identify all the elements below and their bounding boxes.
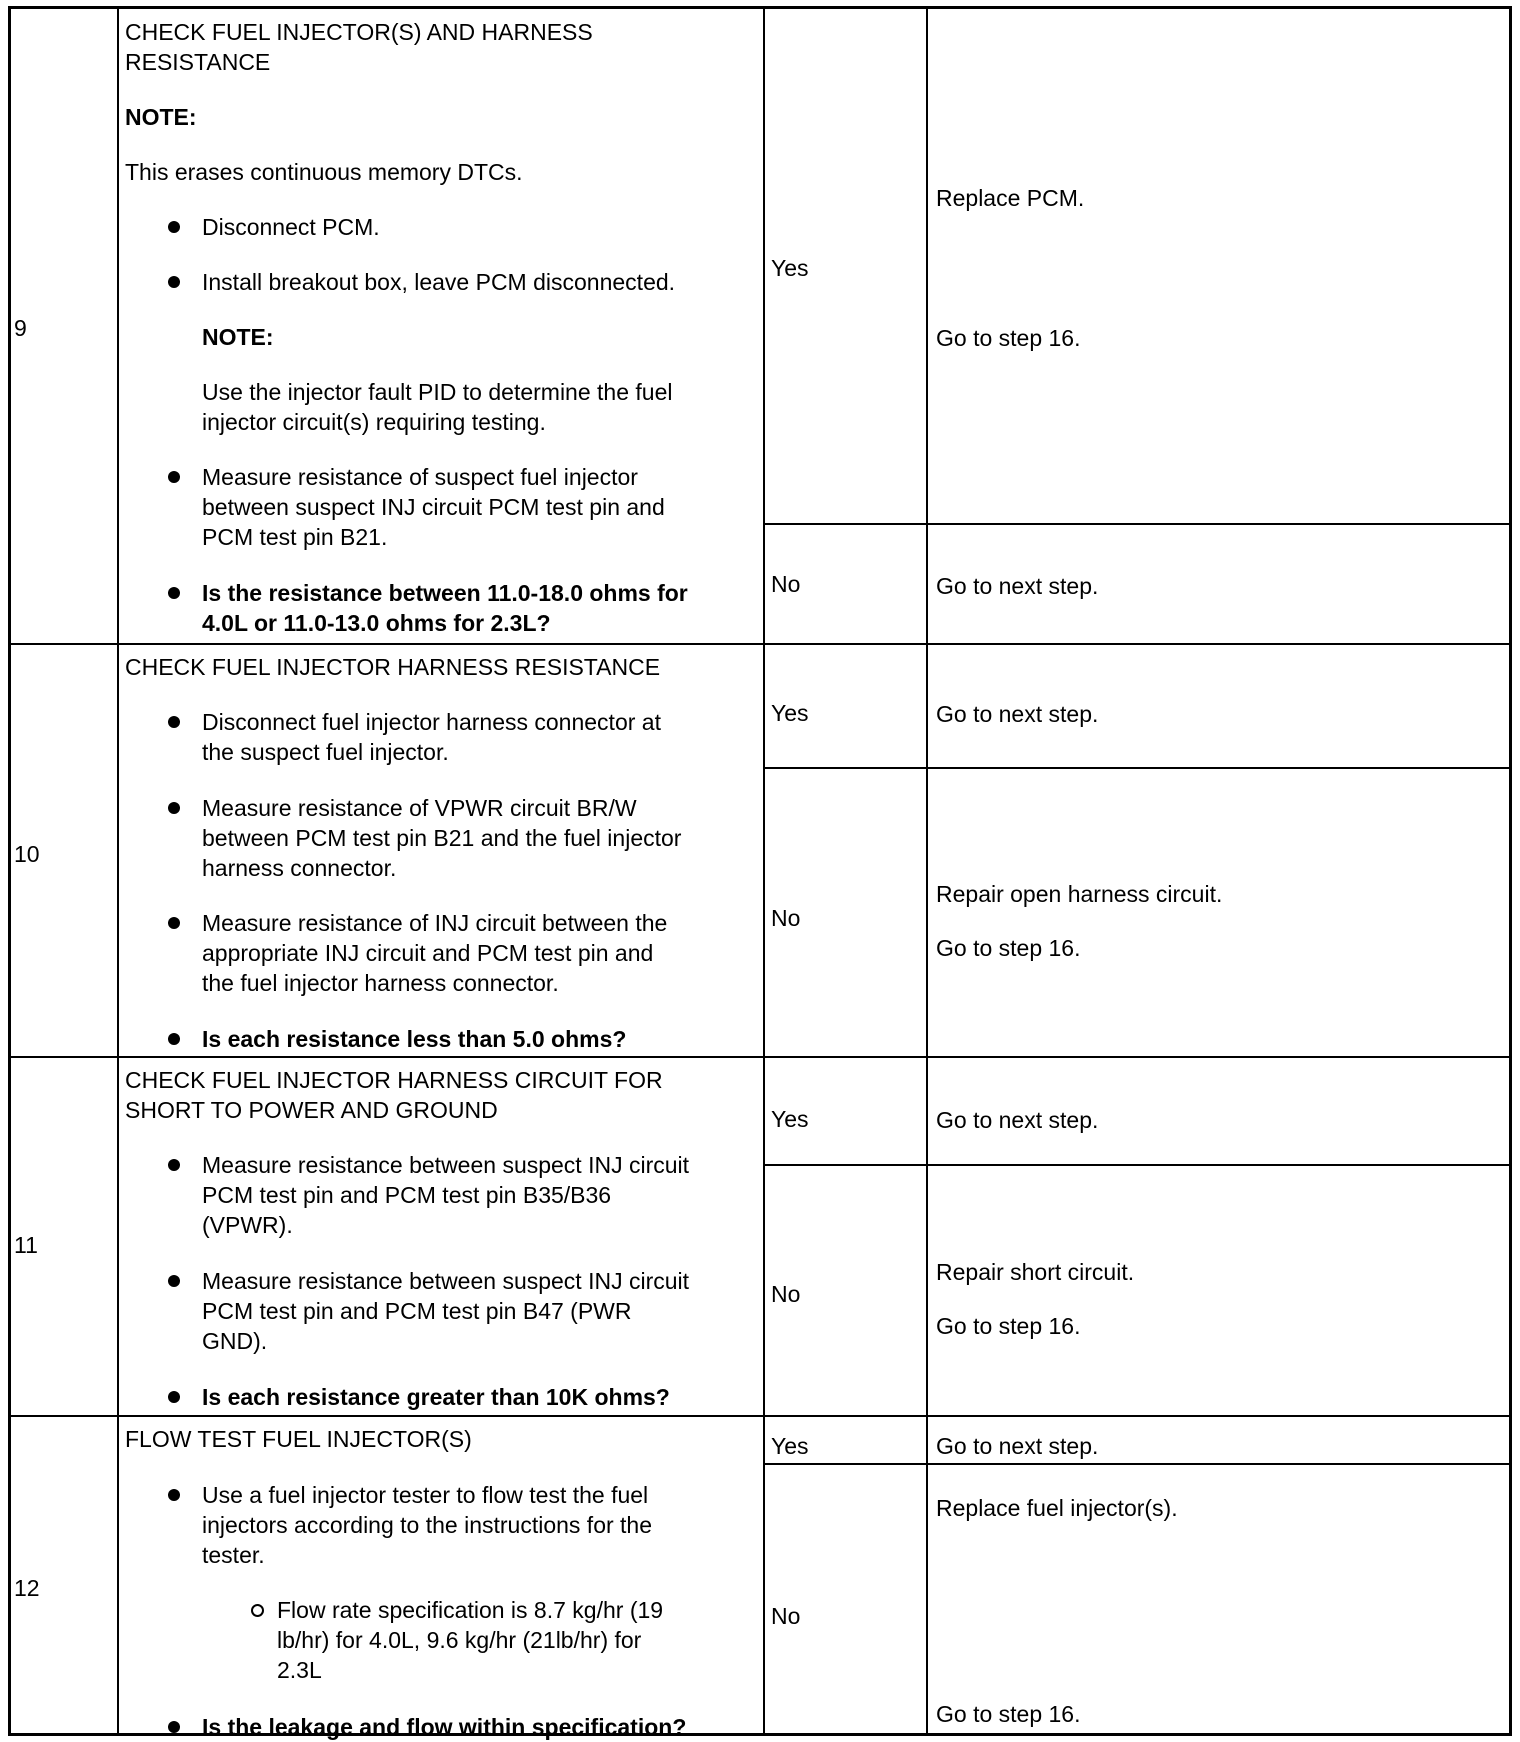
- row-divider: [11, 1415, 1509, 1417]
- bullet-icon: [168, 1489, 180, 1501]
- yes-no-divider: [763, 1463, 1509, 1465]
- no-label: No: [771, 1603, 801, 1629]
- yes-no-divider: [763, 767, 1509, 769]
- row-divider: [11, 1056, 1509, 1058]
- yes-label: Yes: [771, 255, 809, 281]
- no-action: Repair short circuit.: [936, 1259, 1135, 1285]
- diagnostic-table: [8, 6, 1512, 1740]
- step-title: CHECK FUEL INJECTOR HARNESS CIRCUIT FOR: [125, 1067, 663, 1093]
- step-title: FLOW TEST FUEL INJECTOR(S): [125, 1426, 472, 1452]
- bullet-text: PCM test pin B21.: [202, 524, 388, 550]
- bullet-text: Measure resistance of suspect fuel injector: [202, 464, 638, 490]
- no-action: Go to step 16.: [936, 1313, 1081, 1339]
- question-text: Is each resistance greater than 10K ohms?: [202, 1384, 670, 1410]
- bullet-text: Measure resistance between suspect INJ circuit: [202, 1152, 690, 1178]
- bullet-text: Disconnect PCM.: [202, 214, 380, 240]
- bullet-icon: [168, 587, 180, 599]
- bullet-text: between suspect INJ circuit PCM test pin and: [202, 494, 665, 520]
- bullet-text: Measure resistance between suspect INJ circuit: [202, 1268, 690, 1294]
- bullet-text: Measure resistance of VPWR circuit BR/W: [202, 795, 637, 821]
- yes-no-divider: [763, 523, 1509, 525]
- column-divider: [117, 9, 119, 1733]
- note-label: NOTE:: [125, 104, 197, 130]
- bullet-icon: [168, 471, 180, 483]
- bullet-icon: [168, 221, 180, 233]
- bullet-icon: [168, 1275, 180, 1287]
- bullet-icon: [168, 1721, 180, 1733]
- bullet-text: Install breakout box, leave PCM disconnected.: [202, 269, 676, 295]
- bullet-text: (VPWR).: [202, 1212, 293, 1238]
- bullet-text: Use a fuel injector tester to flow test the fuel: [202, 1482, 649, 1508]
- step-number: 12: [14, 1575, 40, 1601]
- bullet-icon: [168, 716, 180, 728]
- yes-action: Go to step 16.: [936, 325, 1081, 351]
- bullet-text: tester.: [202, 1542, 265, 1568]
- step-title: SHORT TO POWER AND GROUND: [125, 1097, 498, 1123]
- yes-label: Yes: [771, 700, 809, 726]
- bullet-icon: [168, 276, 180, 288]
- sub-note-label: NOTE:: [202, 324, 274, 350]
- bullet-text: PCM test pin and PCM test pin B47 (PWR: [202, 1298, 632, 1324]
- bullet-icon: [168, 1391, 180, 1403]
- step-number: 10: [14, 841, 40, 867]
- bullet-text: PCM test pin and PCM test pin B35/B36: [202, 1182, 612, 1208]
- step-number: 11: [14, 1232, 38, 1258]
- step-title: CHECK FUEL INJECTOR HARNESS RESISTANCE: [125, 654, 661, 680]
- bullet-icon: [168, 1159, 180, 1171]
- bullet-text: appropriate INJ circuit and PCM test pin and: [202, 940, 654, 966]
- bullet-icon: [168, 917, 180, 929]
- question-text: 4.0L or 11.0-13.0 ohms for 2.3L?: [202, 610, 551, 636]
- note-text: This erases continuous memory DTCs.: [125, 159, 523, 185]
- no-label: No: [771, 571, 801, 597]
- step-number: 9: [14, 315, 27, 341]
- question-text: Is the leakage and flow within specification?: [202, 1714, 687, 1740]
- bullet-text: the suspect fuel injector.: [202, 739, 449, 765]
- step-title: CHECK FUEL INJECTOR(S) AND HARNESS: [125, 19, 593, 45]
- yes-action: Go to next step.: [936, 1107, 1099, 1133]
- yes-action: Replace PCM.: [936, 185, 1085, 211]
- bullet-text: harness connector.: [202, 855, 397, 881]
- bullet-text: Measure resistance of INJ circuit between the: [202, 910, 668, 936]
- yes-action: Go to next step.: [936, 1433, 1099, 1459]
- bullet-text: between PCM test pin B21 and the fuel injector: [202, 825, 682, 851]
- bullet-text: Disconnect fuel injector harness connector at: [202, 709, 661, 735]
- yes-no-divider: [763, 1164, 1509, 1166]
- yes-label: Yes: [771, 1106, 809, 1132]
- sub-bullet-text: Flow rate specification is 8.7 kg/hr (19: [277, 1597, 664, 1623]
- no-action: Go to step 16.: [936, 935, 1081, 961]
- column-divider: [763, 9, 765, 1733]
- yes-action: Go to next step.: [936, 701, 1099, 727]
- yes-label: Yes: [771, 1433, 809, 1459]
- sub-bullet-text: lb/hr) for 4.0L, 9.6 kg/hr (21lb/hr) for: [277, 1627, 642, 1653]
- no-label: No: [771, 1281, 801, 1307]
- question-text: Is the resistance between 11.0-18.0 ohms for: [202, 580, 688, 606]
- no-action: Go to next step.: [936, 573, 1099, 599]
- no-action: Replace fuel injector(s).: [936, 1495, 1178, 1521]
- bullet-icon: [168, 802, 180, 814]
- sub-bullet-icon: [251, 1604, 264, 1617]
- sub-bullet-text: 2.3L: [277, 1657, 322, 1683]
- no-action: Go to step 16.: [936, 1701, 1081, 1727]
- bullet-text: injectors according to the instructions for the: [202, 1512, 653, 1538]
- step-title: RESISTANCE: [125, 49, 271, 75]
- sub-note-text: Use the injector fault PID to determine the fuel: [202, 379, 673, 405]
- no-action: Repair open harness circuit.: [936, 881, 1223, 907]
- question-text: Is each resistance less than 5.0 ohms?: [202, 1026, 627, 1052]
- bullet-icon: [168, 1033, 180, 1045]
- bullet-text: the fuel injector harness connector.: [202, 970, 559, 996]
- column-divider: [926, 9, 928, 1733]
- sub-note-text: injector circuit(s) requiring testing.: [202, 409, 546, 435]
- no-label: No: [771, 905, 801, 931]
- bullet-text: GND).: [202, 1328, 268, 1354]
- row-divider: [11, 643, 1509, 645]
